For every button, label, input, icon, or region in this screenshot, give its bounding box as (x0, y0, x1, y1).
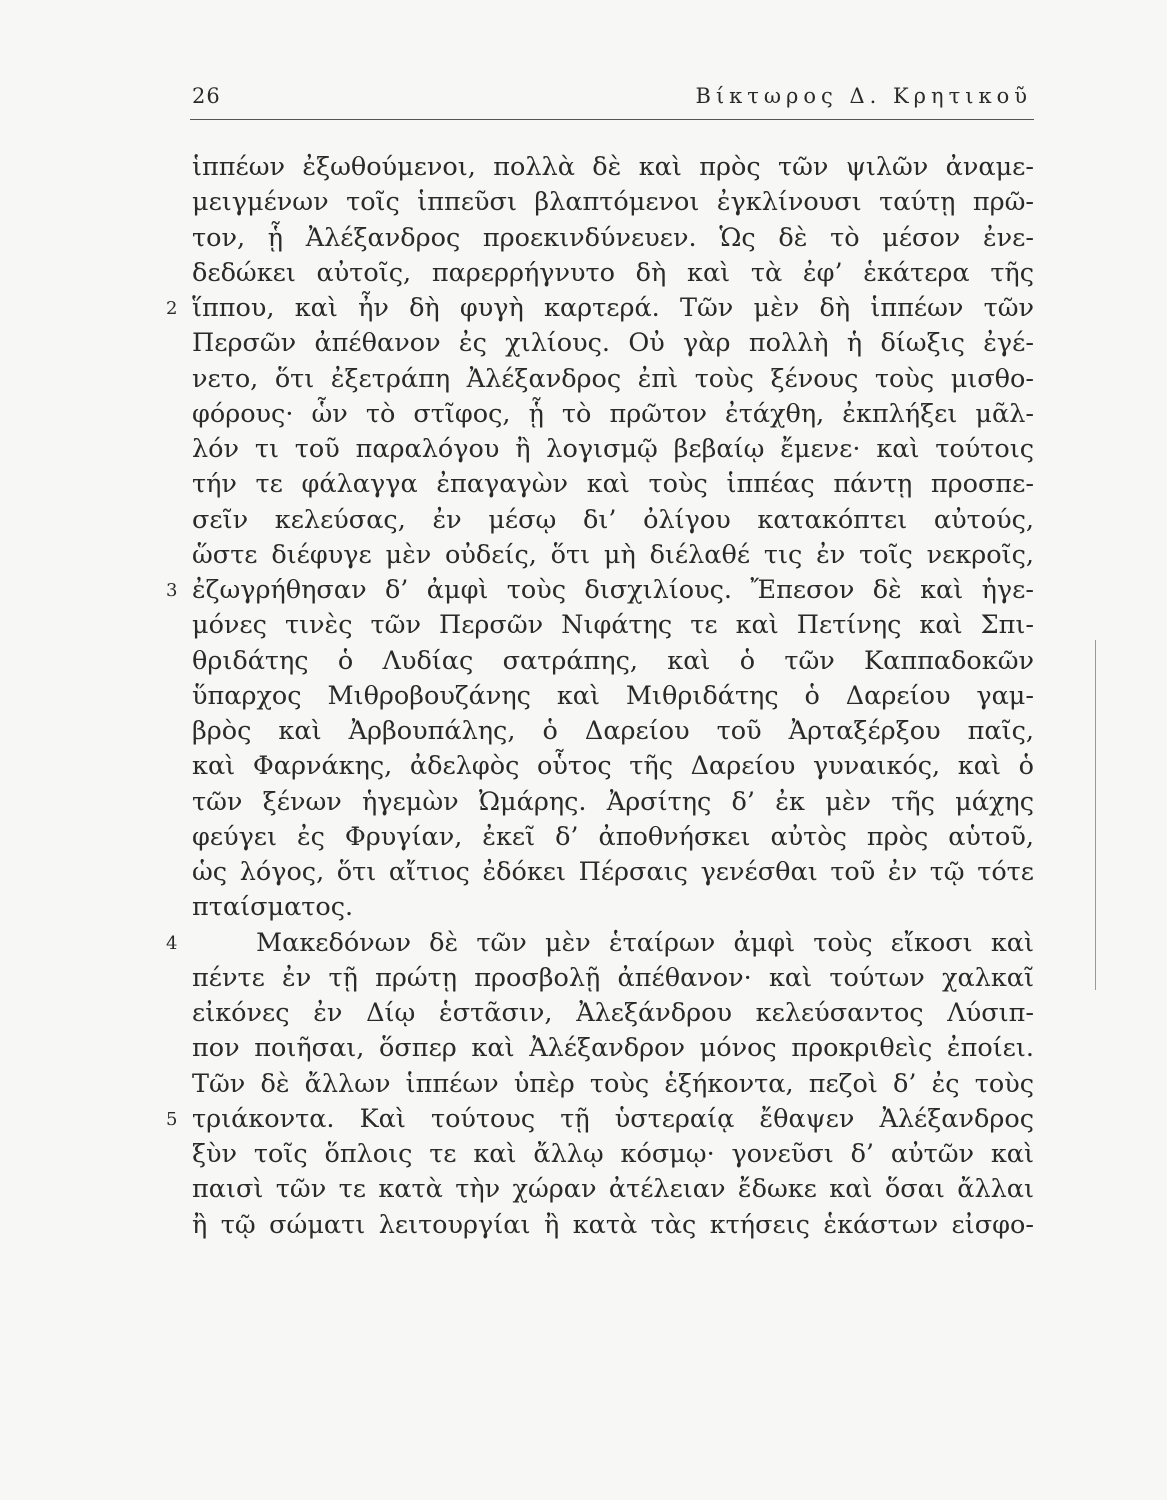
page-number: 26 (192, 84, 221, 108)
text-line: τον, ᾗ Ἀλέξανδρος προεκινδύνευεν. Ὡς δὲ τὸ μέσον ἐνε- (192, 222, 1034, 253)
text-line: Περσῶν ἀπέθανον ἐς χιλίους. Οὐ γὰρ πολλὴ ἡ δίωξις ἐγέ- (192, 328, 1034, 359)
text-line-with-section (166, 573, 1034, 608)
text-line: παισὶ τῶν τε κατὰ τὴν χώραν ἀτέλειαν ἔδωκε καὶ ὅσαι ἄλλαι (192, 1174, 1034, 1205)
text-line: ξὺν τοῖς ὅπλοις τε καὶ ἄλλῳ κόσμῳ· γονεῦσι δ’ αὐτῶν καὶ (192, 1139, 1034, 1169)
running-head (192, 84, 1032, 118)
section-number: 3 (166, 580, 178, 601)
body-text (166, 150, 1034, 1243)
text-line-with-section (166, 1102, 1034, 1137)
text-line: πταίσματος. (192, 892, 354, 923)
header-rule (190, 119, 1034, 120)
text-line: τήν τε φάλαγγα ἐπαγαγὼν καὶ τοὺς ἱππέας πάντῃ προσπε- (192, 469, 1034, 500)
text-line: βρὸς καὶ Ἀρβουπάλης, ὁ Δαρείου τοῦ Ἀρταξέρξου παῖς, (192, 716, 1034, 746)
text-line: φεύγει ἐς Φρυγίαν, ἐκεῖ δ’ ἀποθνήσκει αὐτὸς πρὸς αὑτοῦ, (192, 821, 1034, 852)
text-line: σεῖν κελεύσας, ἐν μέσῳ δι’ ὀλίγου κατακόπτει αὐτούς, (192, 504, 1034, 535)
text-line: εἰκόνες ἐν Δίῳ ἑστᾶσιν, Ἀλεξάνδρου κελεύσαντος Λύσιπ- (192, 998, 1034, 1028)
text-line: μόνες τινὲς τῶν Περσῶν Νιφάτης τε καὶ Πετίνης καὶ Σπι- (192, 610, 1034, 641)
text-line: ἐζωγρήθησαν δ’ ἀμφὶ τοὺς δισχιλίους. Ἔπεσον δὲ καὶ ἡγε- (192, 575, 1034, 605)
header-author: Βίκτωρος Δ. Κρητικοῦ (695, 84, 1032, 108)
text-line: ὥστε διέφυγε μὲν οὐδείς, ὅτι μὴ διέλαθέ τις ἐν τοῖς νεκροῖς, (192, 539, 1034, 570)
section-number: 5 (166, 1108, 178, 1130)
text-line: θριδάτης ὁ Λυδίας σατράπης, καὶ ὁ τῶν Καππαδοκῶν (192, 645, 1034, 676)
text-line: μειγμένων τοῖς ἱππεῦσι βλαπτόμενοι ἐγκλίνουσι ταύτῃ πρῶ- (192, 187, 1034, 218)
margin-pencil-line (1095, 640, 1096, 990)
text-line: ὕπαρχος Μιθροβουζάνης καὶ Μιθριδάτης ὁ Δαρείου γαμ- (192, 680, 1034, 711)
text-line: λόν τι τοῦ παραλόγου ἢ λογισμῷ βεβαίῳ ἔμενε· καὶ τούτοις (192, 434, 1034, 464)
text-line: νετο, ὅτι ἐξετράπη Ἀλέξανδρος ἐπὶ τοὺς ξένους τοὺς μισθο- (192, 363, 1034, 394)
text-line: καὶ Φαρνάκης, ἀδελφὸς οὗτος τῆς Δαρείου γυναικός, καὶ ὁ (192, 751, 1034, 782)
section-number: 2 (166, 298, 178, 319)
text-line: τῶν ξένων ἡγεμὼν Ὠμάρης. Ἀρσίτης δ’ ἐκ μὲν τῆς μάχης (192, 786, 1034, 817)
text-line: ἱππέων ἐξωθούμενοι, πολλὰ δὲ καὶ πρὸς τῶν ψιλῶν ἀναμε- (192, 152, 1034, 182)
text-line-with-section (166, 926, 1034, 961)
text-line: δεδώκει αὐτοῖς, παρερρήγνυτο δὴ καὶ τὰ ἐφ’ ἑκάτερα τῆς (192, 257, 1034, 288)
text-line: ἢ τῷ σώματι λειτουργίαι ἢ κατὰ τὰς κτήσεις ἑκάστων εἰσφο- (192, 1209, 1034, 1240)
text-line: τριάκοντα. Καὶ τούτους τῇ ὑστεραίᾳ ἔθαψεν Ἀλέξανδρος (192, 1103, 1034, 1134)
text-line: ὡς λόγος, ὅτι αἴτιος ἐδόκει Πέρσαις γενέσθαι τοῦ ἐν τῷ τότε (192, 857, 1034, 887)
section-number: 4 (166, 932, 178, 954)
text-line: πέντε ἐν τῇ πρώτῃ προσβολῇ ἀπέθανον· καὶ τούτων χαλκαῖ (192, 962, 1034, 993)
text-line: ἵππου, καὶ ἦν δὴ φυγὴ καρτερά. Τῶν μὲν δὴ ἱππέων τῶν (192, 293, 1034, 323)
text-line: Μακεδόνων δὲ τῶν μὲν ἑταίρων ἀμφὶ τοὺς εἴκοσι καὶ (256, 927, 1034, 958)
text-line: πον ποιῆσαι, ὅσπερ καὶ Ἀλέξανδρον μόνος προκριθεὶς ἐποίει. (192, 1033, 1034, 1064)
text-line: Τῶν δὲ ἄλλων ἱππέων ὑπὲρ τοὺς ἑξήκοντα, πεζοὶ δ’ ἐς τοὺς (192, 1068, 1034, 1099)
text-line-with-section (166, 291, 1034, 326)
text-line: φόρους· ὧν τὸ στῖφος, ᾗ τὸ πρῶτον ἐτάχθη, ἐκπλήξει μᾶλ- (192, 398, 1034, 429)
